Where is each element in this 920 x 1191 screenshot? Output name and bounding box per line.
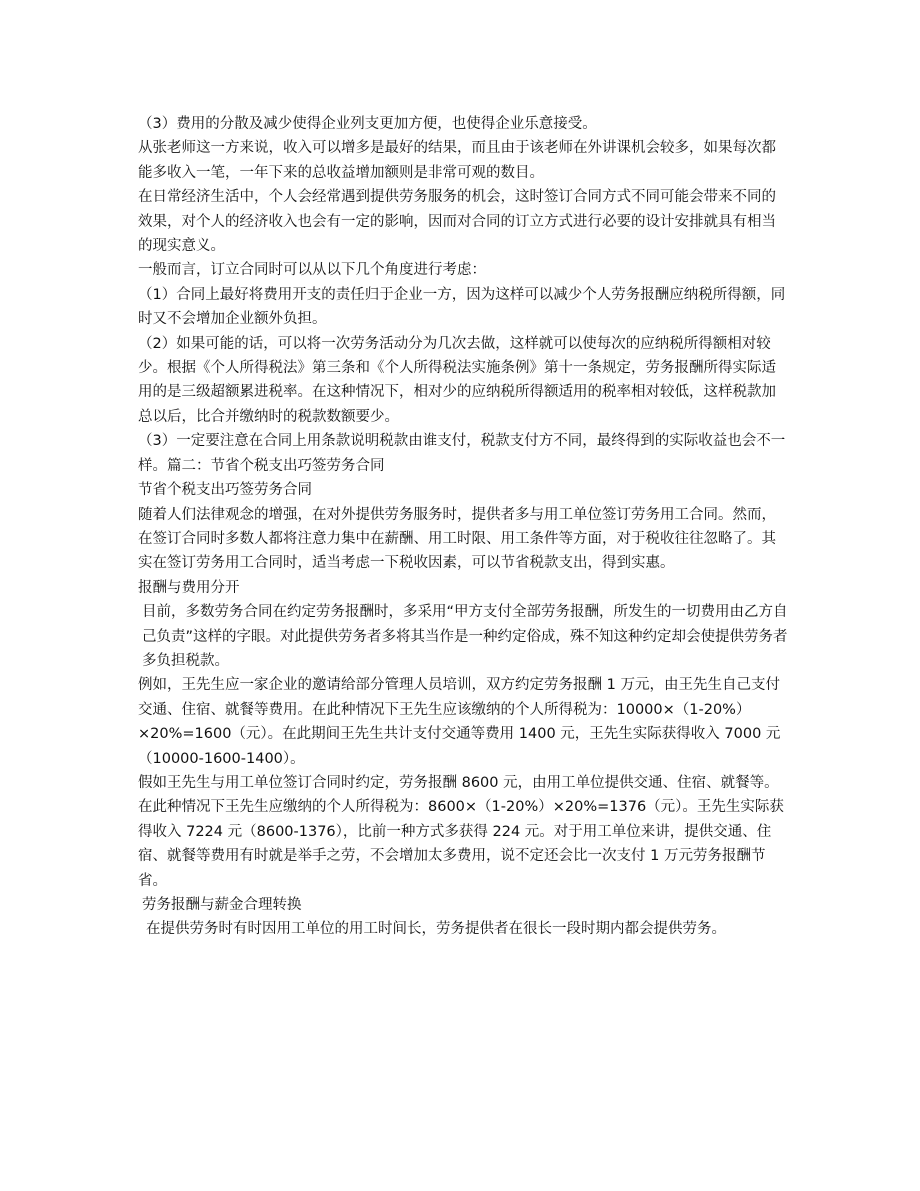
- paragraph: （1）合同上最好将费用开支的责任归于企业一方，因为这样可以减少个人劳务报酬应纳税所得额，同时又不会增加企业额外负担。: [138, 286, 786, 328]
- section-heading: 节省个税支出巧签劳务合同: [138, 482, 312, 499]
- paragraph: 例如，王先生应一家企业的邀请给部分管理人员培训，双方约定劳务报酬 1 万元，由王先生自己支付交通、住宿、就餐等费用。在此种情况下王先生应该缴纳的个人所得税为：10000×（1-20%）×20%=1600（元）。在此期间王先生共计支付交通等费用 1400 元，王先生实际获得收入 7000 元（10000-1600-1400）。: [138, 677, 781, 767]
- section-heading: 报酬与费用分开: [138, 579, 240, 596]
- paragraph: 随着人们法律观念的增强，在对外提供劳务服务时，提供者多与用工单位签订劳务用工合同。然而，在签订合同时多数人都将注意力集中在薪酬、用工时限、用工条件等方面，对于税收往往忽略了。其实在签订劳务用工合同时，适当考虑一下税收因素，可以节省税款支出，得到实惠。: [138, 506, 776, 572]
- paragraph: （3）一定要注意在合同上用条款说明税款由谁支付，税款支付方不同，最终得到的实际收益也会不一样。篇二：节省个税支出巧签劳务合同: [138, 433, 786, 474]
- paragraph: （2）如果可能的话，可以将一次劳务活动分为几次去做，这样就可以使每次的应纳税所得额相对较少。根据《个人所得税法》第三条和《个人所得税法实施条例》第十一条规定，劳务报酬所得实际适用的是三级超额累进税率。在这种情况下，相对少的应纳税所得额适用的税率相对较低，这样税款加总以后，比合并缴纳时的税款数额要少。: [138, 335, 776, 425]
- paragraph: 在日常经济生活中，个人会经常遇到提供劳务服务的机会，这时签订合同方式不同可能会带来不同的效果，对个人的经济收入也会有一定的影响，因而对合同的订立方式进行必要的设计安排就具有相当的现实意义。: [138, 189, 776, 255]
- document-body: [138, 112, 788, 942]
- paragraph: 从张老师这一方来说，收入可以增多是最好的结果，而且由于该老师在外讲课机会较多，如果每次都能多收入一笔，一年下来的总收益增加额则是非常可观的数目。: [138, 140, 776, 181]
- paragraph: 目前，多数劳务合同在约定劳务报酬时，多采用“甲方支付全部劳务报酬，所发生的一切费用由乙方自己负责”这样的字眼。对此提供劳务者多将其当作是一种约定俗成，殊不知这种约定却会使提供劳务者多负担税款。: [142, 604, 788, 669]
- paragraph: 在提供劳务时有时因用工单位的用工时间长，劳务提供者在很长一段时期内都会提供劳务。: [146, 921, 726, 938]
- paragraph: 假如王先生与用工单位签订合同时约定，劳务报酬 8600 元，由用工单位提供交通、住宿、就餐等。在此种情况下王先生应缴纳的个人所得税为：8600×（1-20%）×20%=1376（元）。王先生实际获得收入 7224 元（8600-1376），比前一种方式多获得 224 元。对于用工单位来讲，提供交通、住宿、就餐等费用有时就是举手之劳，不会增加太多费用，说不定还会比一次支付 1 万元劳务报酬节省。: [138, 774, 784, 889]
- paragraph: （3）费用的分散及减少使得企业列支更加方便，也使得企业乐意接受。: [138, 116, 597, 132]
- paragraph: 一般而言，订立合同时可以从以下几个角度进行考虑：: [138, 262, 486, 279]
- section-heading: 劳务报酬与薪金合理转换: [142, 897, 302, 913]
